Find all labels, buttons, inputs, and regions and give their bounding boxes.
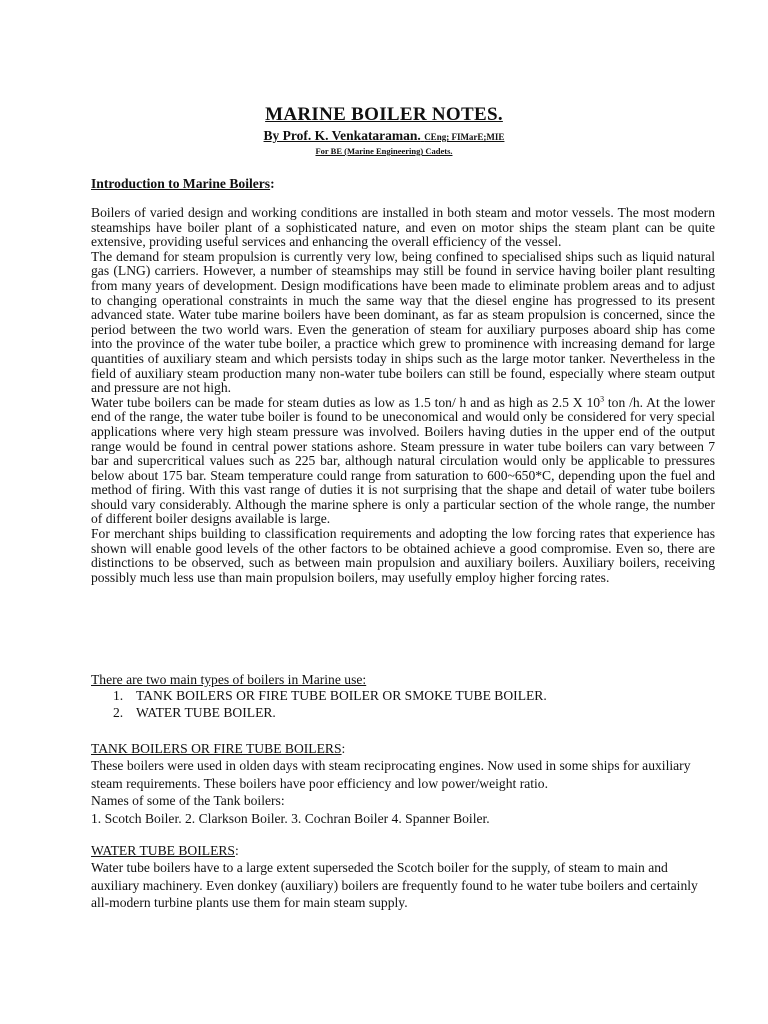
audience-line: For BE (Marine Engineering) Cadets. bbox=[315, 146, 453, 156]
intro-paragraph-4: For merchant ships building to classification requirements and adopting the low forcing rates that experience has shown will enable good levels of the other factors to be obtained achieve a good compromise. Even so, there are distinctions to be observed, such as between main propulsion and auxiliary boilers. Auxiliary boilers, receiving possibly much less use than main propulsion boilers, may usefully employ higher forcing rates. bbox=[91, 526, 715, 585]
list-item-text: TANK BOILERS OR FIRE TUBE BOILER OR SMOKE TUBE BOILER. bbox=[136, 688, 547, 703]
boiler-types-heading: There are two main types of boilers in Marine use: bbox=[91, 672, 367, 687]
list-item-number: 1. bbox=[113, 688, 124, 703]
list-item-number: 2. bbox=[113, 705, 124, 720]
water-tube-text: Water tube boilers have to a large extent superseded the Scotch boiler for the supply, of steam to main and auxiliary machinery. Even donkey (auxiliary) boilers are frequently found to he water tube boilers and certainly all-modern turbine plants use them for main steam supply. bbox=[91, 860, 698, 911]
intro-paragraph-3 bbox=[91, 396, 715, 527]
document-header bbox=[0, 104, 768, 157]
intro-paragraph-1: Boilers of varied design and working conditions are installed in both steam and motor vessels. The most modern steamships have boiler plant of a sophisticated nature, and even on motor ships the steam plant can be quite extensive, providing useful services and enhancing the overall efficiency of the vessel. bbox=[91, 205, 715, 250]
list-item bbox=[113, 687, 547, 704]
tank-boilers-text: These boilers were used in olden days with steam reciprocating engines. Now used in some ships for auxiliary steam requirements. These boilers have poor efficiency and low power/weight ratio. bbox=[91, 758, 691, 791]
intro-paragraph-2: The demand for steam propulsion is currently very low, being confined to specialised ships such as liquid natural gas (LNG) carriers. However, a number of steamships may still be found in service having boiler plant resulting from many years of development. Design modifications have been made to eliminate problem areas and to adjust to changing operational constraints in much the same way that the diesel engine has progressed to its present advanced state. Water tube marine boilers have been dominant, as far as steam propulsion is concerned, since the period between the two world wars. Even the generation of steam for auxiliary purposes aboard ship has come into the province of the water tube boiler, a practice which grew to prominence with increasing demand for large quantities of auxiliary steam and which persists today in ships such as the large motor tanker. Nevertheless in the field of auxiliary steam production many non-water tube boilers can still be found, especially where steam output and pressure are not high. bbox=[91, 248, 715, 396]
tank-boilers-names-label: Names of some of the Tank boilers: bbox=[91, 793, 285, 809]
list-item bbox=[113, 704, 547, 721]
water-tube-heading bbox=[91, 842, 715, 859]
list-item-text: WATER TUBE BOILER. bbox=[136, 705, 276, 720]
boiler-types-list bbox=[113, 687, 547, 721]
tank-boilers-heading-colon: : bbox=[341, 741, 346, 756]
author-name: By Prof. K. Venkataraman. bbox=[263, 128, 421, 143]
intro-body bbox=[91, 206, 715, 585]
author-byline bbox=[0, 128, 768, 145]
intro-heading-colon: : bbox=[270, 176, 275, 191]
intro-paragraph-3-end: ton /h. At the lower end of the range, the water tube boiler is found to be uneconomical and would only be considered for very special applications where very high steam pressure was involved. Boilers having duties in the upper end of the output range would be found in central power stations ashore. Steam pressure in water tube boilers can vary between 7 bar and supercritical values such as 225 bar, although natural circulation would only be applicable to pressures below about 175 bar. Steam temperature could range from saturation to 600~650*C, depending upon the fuel and method of firing. With this vast range of duties it is not surprising that the shape and detail of water tube boilers should vary considerably. Although the marine sphere is only a particular section of the whole range, the number of different boiler designs available is large. bbox=[91, 394, 715, 527]
water-tube-boilers-section bbox=[91, 842, 715, 912]
intro-heading-text: Introduction to Marine Boilers bbox=[91, 176, 271, 191]
intro-paragraph-3-start: Water tube boilers can be made for steam duties as low as 1.5 ton/ h and as high as 2.5 X 10 bbox=[91, 394, 601, 410]
water-tube-heading-colon: : bbox=[235, 843, 239, 858]
intro-heading bbox=[91, 176, 275, 192]
exponent: 3 bbox=[600, 394, 605, 404]
document-title: MARINE BOILER NOTES. bbox=[265, 104, 503, 125]
tank-boilers-heading bbox=[91, 740, 715, 757]
water-tube-heading-text: WATER TUBE BOILERS bbox=[91, 843, 235, 858]
tank-boilers-names: 1. Scotch Boiler. 2. Clarkson Boiler. 3. Cochran Boiler 4. Spanner Boiler. bbox=[91, 810, 490, 826]
author-qualifications: CEng; FIMarE;MIE bbox=[424, 132, 505, 142]
tank-boilers-section bbox=[91, 740, 715, 827]
tank-boilers-heading-text: TANK BOILERS OR FIRE TUBE BOILERS bbox=[91, 741, 342, 756]
